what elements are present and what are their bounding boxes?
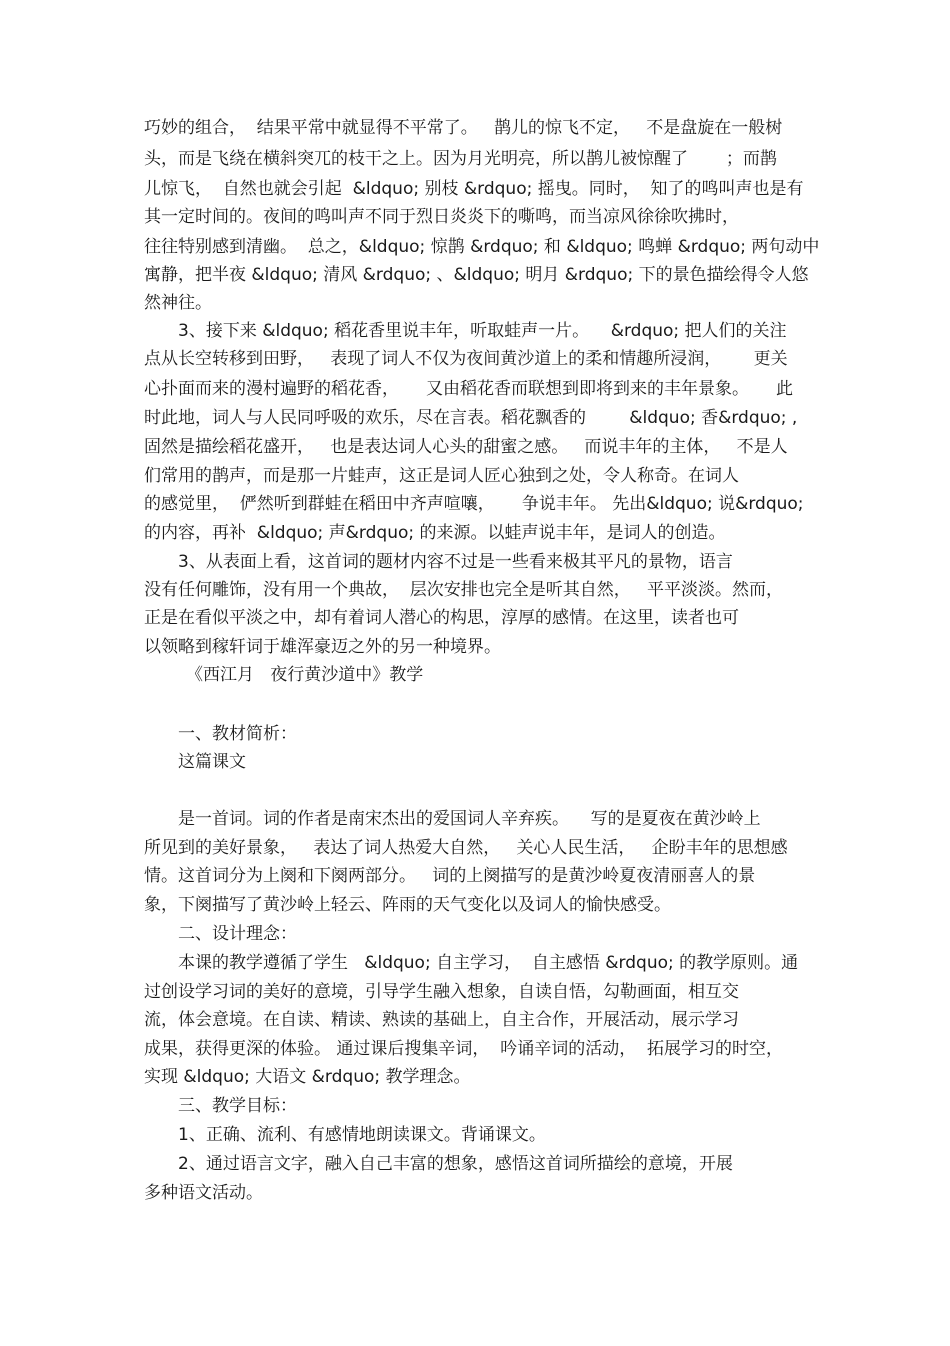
text-line: 过创设学习词的美好的意境，引导学生融入想象，自读自悟，勾勒画面，相互交 [144,982,739,1002]
text-line: 流，体会意境。在自读、精读、熟读的基础上，自主合作，开展活动，展示学习 [144,1010,739,1030]
section-heading: 三、教学目标： [178,1096,297,1116]
text-line: 时此地，词人与人民同呼吸的欢乐，尽在言表。稻花飘香的 &ldquo; 香&rdquo; , [144,408,798,428]
text-line: 巧妙的组合， 结果平常中就显得不平常了。 鹊儿的惊飞不定， 不是盘旋在一般树 [144,118,783,138]
text-line: 是一首词。词的作者是南宋杰出的爱国词人辛弃疾。 写的是夏夜在黄沙岭上 [178,809,761,829]
text-line: 固然是描绘稻花盛开， 也是表达词人心头的甜蜜之感。 而说丰年的主体， 不是人 [144,437,788,457]
text-line: 本课的教学遵循了学生 &ldquo; 自主学习， 自主感悟 &rdquo; 的教学原则。通 [178,953,799,973]
text-line: 其一定时间的。夜间的鸣叫声不同于烈日炎炎下的嘶鸣，而当凉风徐徐吹拂时， [144,207,739,227]
text-line: 然神往。 [144,293,212,313]
text-line: 寓静，把半夜 &ldquo; 清风 &rdquo; 、&ldquo; 明月 &rdquo; 下的景色描绘得令人悠 [144,265,809,285]
text-line: 点从长空转移到田野， 表现了词人不仅为夜间黄沙道上的柔和情趣所浸润， 更关 [144,349,788,369]
text-line: 心扑面而来的漫村遍野的稻花香， 又由稻花香而联想到即将到来的丰年景象。 此 [144,379,794,399]
text-line: 3、从表面上看，这首词的题材内容不过是一些看来极其平凡的景物，语言 [178,552,733,572]
text-line: 头，而是飞绕在横斜突兀的枝干之上。因为月光明亮，所以鹊儿被惊醒了 ；而鹊 [144,149,777,169]
section-heading: 一、教材简析： [178,724,297,744]
text-line: 儿惊飞， 自然也就会引起 &ldquo; 别枝 &rdquo; 摇曳。同时， 知了的鸣叫声也是有 [144,179,804,199]
text-line: 2、通过语言文字，融入自己丰富的想象，感悟这首词所描绘的意境，开展 [178,1154,733,1174]
text-line: 这篇课文 [178,752,246,772]
text-line: 1、正确、流利、有感情地朗读课文。背诵课文。 [178,1125,546,1145]
text-line: 正是在看似平淡之中，却有着词人潜心的构思，淳厚的感情。在这里，读者也可 [144,608,739,628]
text-line: 的内容，再补 &ldquo; 声&rdquo; 的来源。以蛙声说丰年，是词人的创造。 [144,523,726,543]
text-line: 实现 &ldquo; 大语文 &rdquo; 教学理念。 [144,1067,471,1087]
text-line: 所见到的美好景象， 表达了词人热爱大自然， 关心人民生活， 企盼丰年的思想感 [144,838,788,858]
text-line: 的感觉里， 俨然听到群蛙在稻田中齐声喧嚷， 争说丰年。 先出&ldquo; 说&rdquo; [144,494,804,514]
text-line: 们常用的鹊声，而是那一片蛙声，这正是词人匠心独到之处，令人称奇。在词人 [144,466,739,486]
text-line: 往往特别感到清幽。 总之，&ldquo; 惊鹊 &rdquo; 和 &ldquo; 鸣蝉 &rdquo; 两句动中 [144,237,820,257]
text-line: 情。这首词分为上阕和下阕两部分。 词的上阕描写的是黄沙岭夏夜清丽喜人的景 [144,866,756,886]
text-line: 多种语文活动。 [144,1183,263,1203]
text-line: 没有任何雕饰，没有用一个典故， 层次安排也完全是听其自然， 平平淡淡。然而， [144,580,784,600]
section-heading: 二、设计理念： [178,924,297,944]
text-line: 成果，获得更深的体验。 通过课后搜集辛词， 吟诵辛词的活动， 拓展学习的时空， [144,1039,784,1059]
text-line: 3、接下来 &ldquo; 稻花香里说丰年，听取蛙声一片。 &rdquo; 把人们的关注 [178,321,787,341]
lesson-title: 《西江月 夜行黄沙道中》教学 [186,665,424,685]
text-line: 象，下阕描写了黄沙岭上轻云、阵雨的天气变化以及词人的愉快感受。 [144,895,671,915]
text-line: 以领略到稼轩词于雄浑豪迈之外的另一种境界。 [144,637,501,657]
